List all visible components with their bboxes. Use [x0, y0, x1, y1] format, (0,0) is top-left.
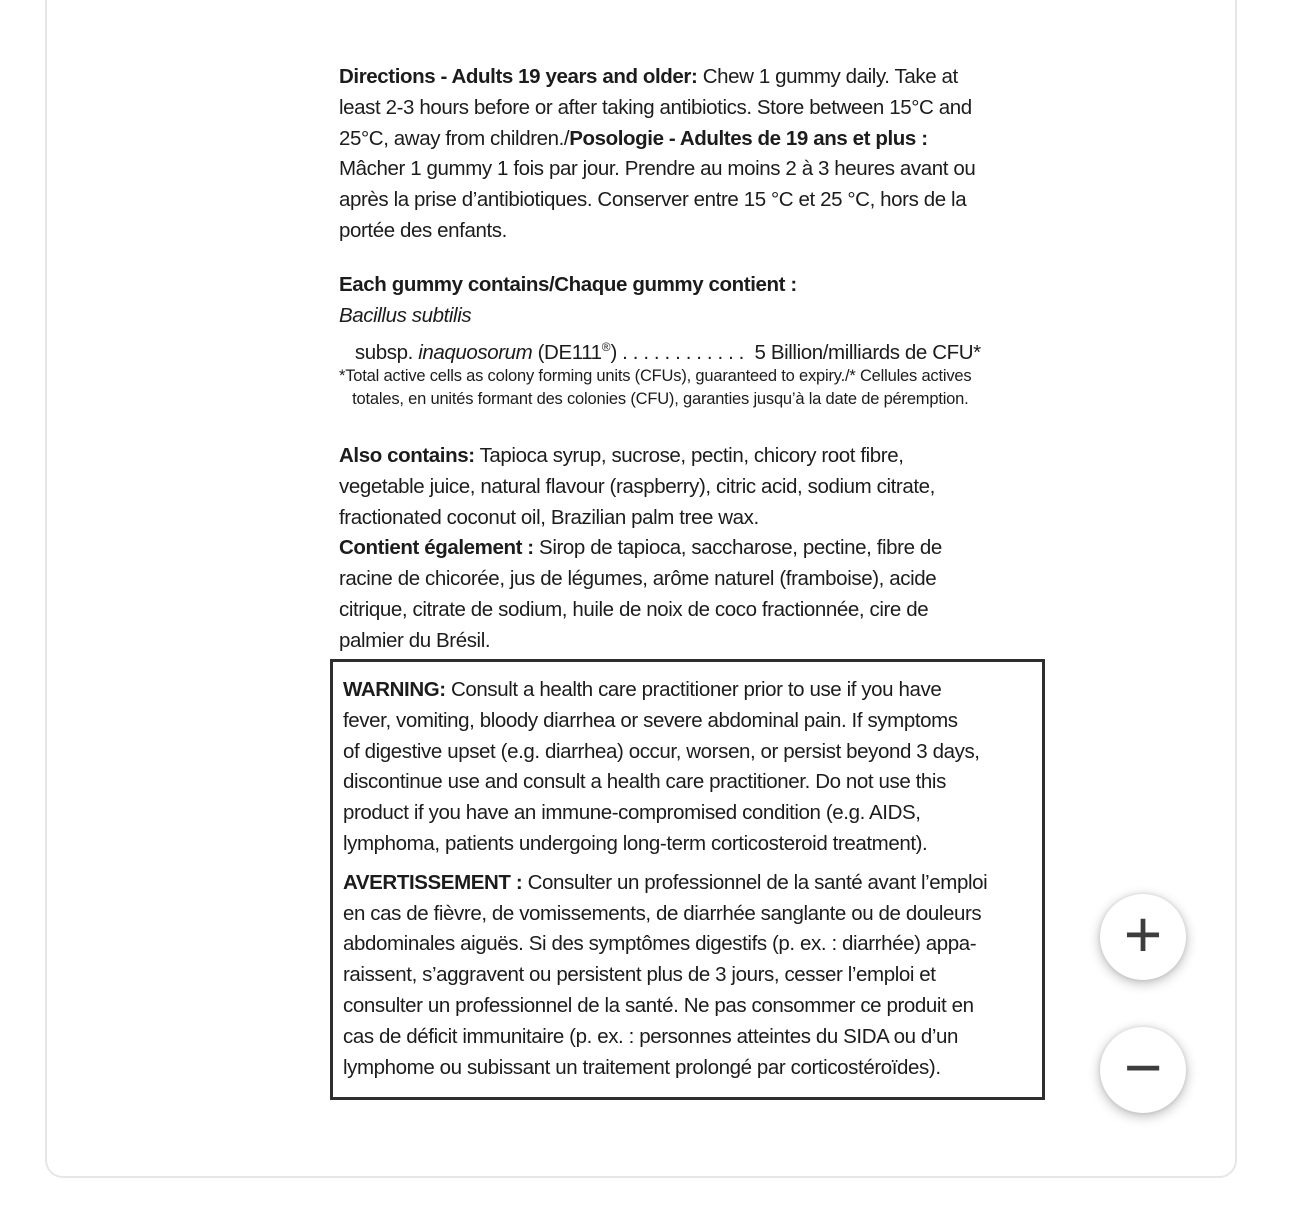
warning-french-text: AVERTISSEMENT : Consulter un professionnel de la santé avant l’emploi en cas de fièvre, de vomissements, de diarrhée sanglante ou de douleurs abdominales aiguës. Si des symptômes digestifs (p. ex. : diarrhée) appa- raissent, s’aggravent ou persistent plus de 3 jours, cesser l’emploi et consulter un professionnel de la santé. Ne pas consommer ce produit en cas de déficit immunitaire (p. ex. : personnes atteintes du SIDA ou d’un lymphome ou subissant un traitement prolongé par corticostéroïdes). [343, 870, 988, 1079]
medicinal-ingredients-section [339, 270, 981, 410]
plus-icon: + [1123, 897, 1163, 971]
cfu-footnote: *Total active cells as colony forming units (CFUs), guaranteed to expiry./* Cellules actives totales, en unités formant des colonies (CFU), garanties jusqu’à la date de péremption. [339, 367, 972, 408]
medicinal-ingredients-text: Each gummy contains/Chaque gummy contient : Bacillus subtilis subsp. inaquosorum (DE111®) . . . . . . . . . . . . 5 Billion/milliards de CFU* [339, 273, 981, 364]
non-medicinal-ingredients-section: Also contains: Tapioca syrup, sucrose, pectin, chicory root fibre, vegetable juice, natural flavour (raspberry), citric acid, sodium citrate, fractionated coconut oil, Brazilian palm tree wax. Contient également : Sirop de tapioca, saccharose, pectine, fibre de racine de chicorée, jus de légumes, arôme naturel (framboise), acide citrique, citrate de sodium, huile de noix de coco fractionnée, cire de palmier du Brésil. [339, 444, 942, 652]
directions-section: Directions - Adults 19 years and older: Chew 1 gummy daily. Take at least 2-3 hours before or after taking antibiotics. Store between 15°C and 25°C, away from children./Posologie - Adultes de 19 ans et plus : Mâcher 1 gummy 1 fois par jour. Prendre au moins 2 à 3 heures avant ou après la prise d’antibiotiques. Conserver entre 15 °C et 25 °C, hors de la portée des enfants. [339, 65, 976, 242]
warning-box [330, 659, 1045, 1100]
product-image-card[interactable] [45, 0, 1237, 1178]
zoom-in-button[interactable] [1100, 894, 1186, 980]
minus-icon: − [1123, 1030, 1163, 1104]
warning-english-text: WARNING: Consult a health care practitioner prior to use if you have fever, vomiting, bloody diarrhea or severe abdominal pain. If symptoms of digestive upset (e.g. diarrhea) occur, worsen, or persist beyond 3 days, discontinue use and consult a health care practitioner. Do not use this product if you have an immune-compromised condition (e.g. AIDS, lymphoma, patients undergoing long-term corticosteroid treatment). [343, 678, 980, 855]
zoom-out-button[interactable] [1100, 1027, 1186, 1113]
product-label-image [47, 0, 1235, 1176]
